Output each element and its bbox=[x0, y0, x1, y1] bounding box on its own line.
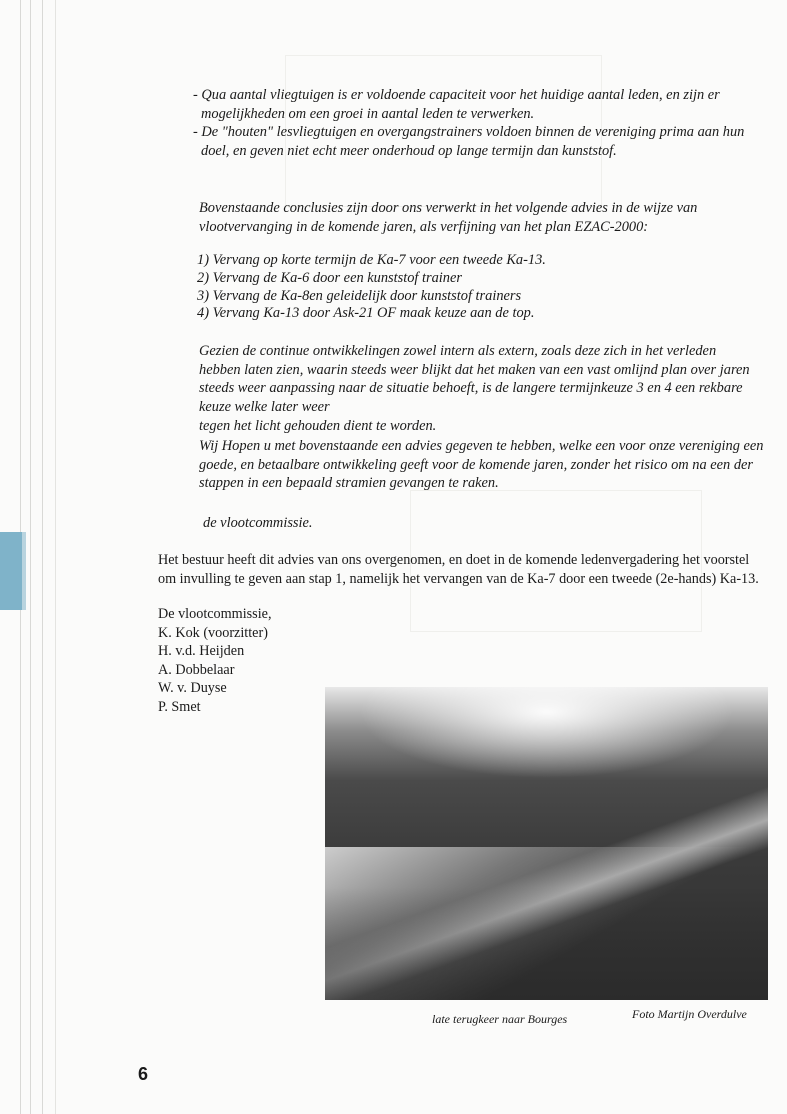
photo-floor-shade bbox=[325, 887, 768, 1000]
photo-credit: Foto Martijn Overdulve bbox=[632, 1007, 747, 1021]
bullet-line: mogelijkheden om een groei in aantal leden te verwerken. bbox=[201, 105, 535, 122]
committee-member: A. Dobbelaar bbox=[158, 661, 235, 678]
intro-line: Bovenstaande conclusies zijn door ons verwerkt in het volgende advies in de wijze van bbox=[199, 200, 698, 216]
advice-list bbox=[197, 252, 767, 323]
committee-member: P. Smet bbox=[158, 698, 201, 715]
paragraph-line: steeds weer aanpassing naar de situatie behoeft, is de langere termijnkeuze 3 en 4 een rekbare bbox=[199, 380, 743, 396]
signoff-italic: de vlootcommissie. bbox=[203, 515, 313, 531]
hangar-photo bbox=[325, 687, 768, 1000]
paragraph-line: om invulling te geven aan stap 1, namelijk het vervangen van de Ka-7 door een tweede (2e-hands) Ka-13. bbox=[158, 571, 759, 587]
paragraph-line: Wij Hopen u met bovenstaande een advies gegeven te hebben, welke een voor onze vereniging een bbox=[199, 438, 764, 454]
bullet-line: doel, en geven niet echt meer onderhoud op lange termijn dan kunststof. bbox=[201, 142, 617, 159]
committee-list bbox=[158, 605, 272, 716]
committee-heading: De vlootcommissie, bbox=[158, 606, 272, 622]
advice-item: 2) Vervang de Ka-6 door een kunststof trainer bbox=[197, 269, 462, 286]
advice-item: 4) Vervang Ka-13 door Ask-21 OF maak keuze aan de top. bbox=[197, 305, 535, 322]
index-tab bbox=[0, 532, 22, 610]
bullet-line: - Qua aantal vliegtuigen is er voldoende capaciteit voor het huidige aantal leden, en zijn er bbox=[193, 87, 720, 103]
intro-paragraph bbox=[199, 199, 769, 236]
index-tab-edge bbox=[22, 532, 26, 610]
paragraph-line: tegen het licht gehouden dient te worden. bbox=[199, 418, 437, 434]
committee-member: K. Kok (voorzitter) bbox=[158, 624, 268, 641]
paragraph-line: goede, en betaalbare ontwikkeling geeft voor de komende jaren, zonder het risico om na een der bbox=[199, 456, 754, 473]
sheet-edge bbox=[42, 0, 43, 1114]
top-bullets bbox=[193, 86, 763, 160]
advice-item: 1) Vervang op korte termijn de Ka-7 voor een tweede Ka-13. bbox=[197, 252, 546, 268]
intro-line: vlootvervanging in de komende jaren, als verfijning van het plan EZAC-2000: bbox=[199, 218, 649, 235]
photo-caption: late terugkeer naar Bourges bbox=[432, 1012, 568, 1026]
advice-item: 3) Vervang de Ka-8en geleidelijk door kunststof trainers bbox=[197, 287, 522, 304]
sheet-edge bbox=[30, 0, 31, 1114]
committee-member: W. v. Duyse bbox=[158, 680, 227, 696]
paragraph-line: hebben laten zien, waarin steeds weer blijkt dat het maken van een vast omlijnd plan over jaren bbox=[199, 361, 750, 378]
bullet-line: - De "houten" lesvliegtuigen en overgangstrainers voldoen binnen de vereniging prima aan hun bbox=[193, 124, 745, 140]
board-paragraph bbox=[158, 551, 768, 589]
paragraph-line: Gezien de continue ontwikkelingen zowel intern als extern, zoals deze zich in het verleden bbox=[199, 343, 717, 359]
paragraph-line: stappen in een bepaald stramien gevangen te raken. bbox=[199, 475, 499, 491]
hope-paragraph bbox=[199, 437, 769, 493]
sheet-edge bbox=[55, 0, 56, 1114]
paragraph-line: keuze welke later weer bbox=[199, 398, 330, 415]
paragraph-line: Het bestuur heeft dit advies van ons overgenomen, en doet in de komende ledenvergadering het voorstel bbox=[158, 552, 750, 568]
page-number: 6 bbox=[138, 1064, 149, 1084]
committee-member: H. v.d. Heijden bbox=[158, 643, 245, 659]
developments-paragraph bbox=[199, 342, 769, 436]
